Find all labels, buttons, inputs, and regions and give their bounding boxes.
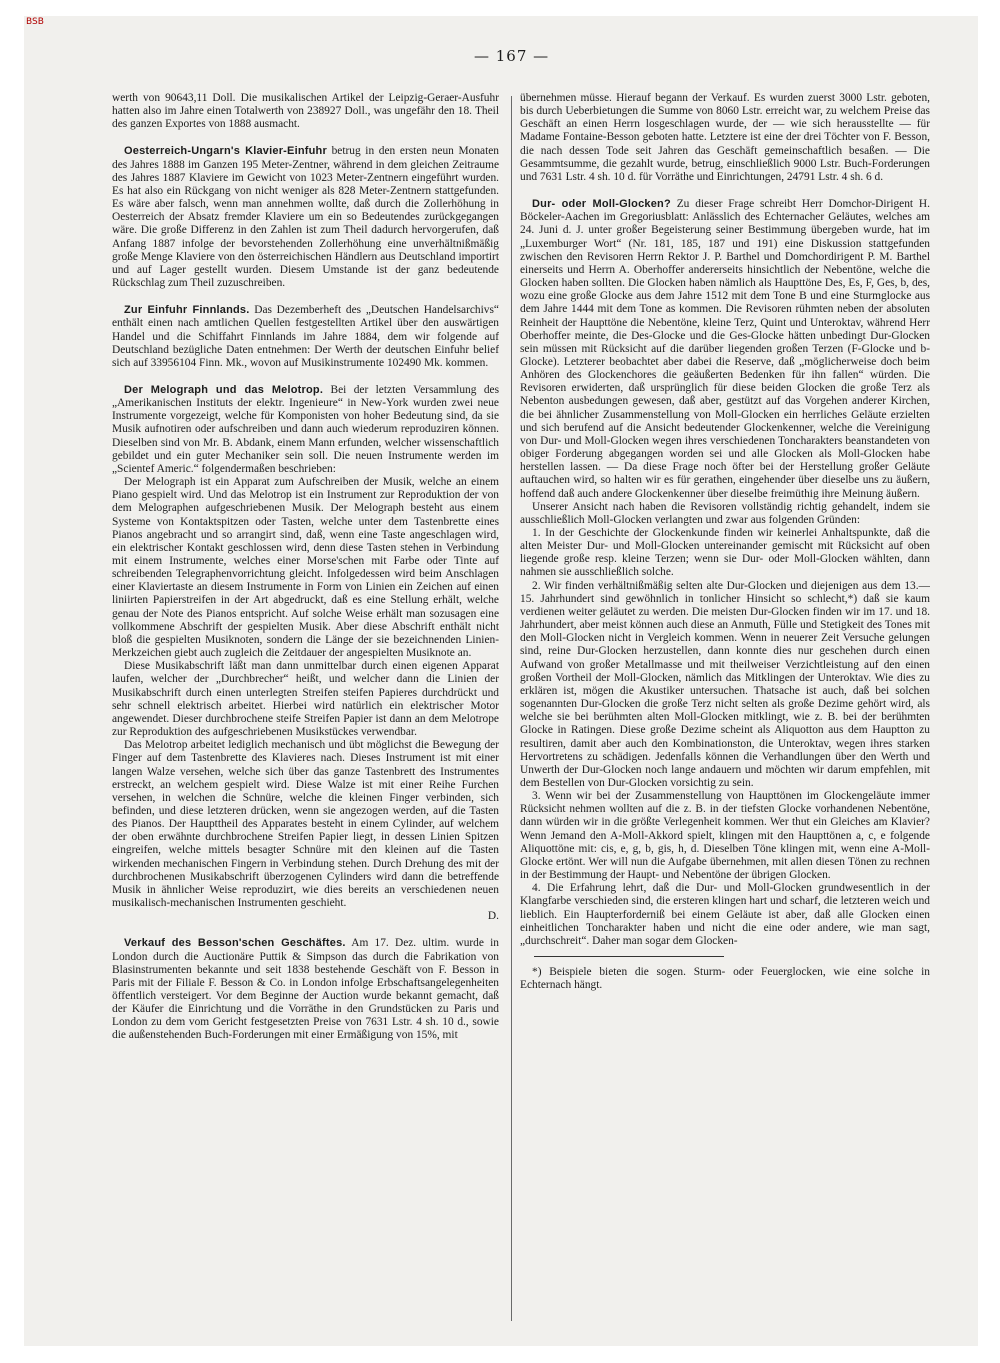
- article-melograph: [112, 384, 499, 476]
- author-signature: D.: [487, 910, 499, 923]
- paragraph: übernehmen müsse. Hierauf begann der Verkauf. Es wurden zuerst 3000 Lstr. geboten, bis durch Ueberbietungen die Summe von 8060 Lstr. erreicht war, zu welchem Preise das Geschäft an einen Herrn losgeschlagen wurde, der — wie sich herausstellte — für Madame Fontaine-Besson geboten hatte. Letztere ist eine der drei Töchter von F. Besson, die nach dessen Tode seit Jahren das Geschäft gemeinschaftlich besaßen. — Die Gesammtsumme, die gezahlt wurde, betrug, einschließlich 9000 Lstr. Buch-Forderungen und 7631 Lstr. 4 sh. 10 d. für Vorräthe und Einrichtungen, 24791 Lstr. 4 sh. 6 d.: [520, 92, 930, 183]
- library-watermark: BSB: [26, 17, 44, 27]
- column-divider: [511, 96, 512, 1321]
- scanned-page: [24, 16, 978, 1346]
- article-heading: Der Melograph und das Melotrop.: [124, 383, 324, 396]
- article-text: Zu dieser Frage schreibt Herr Domchor-Dirigent H. Böckeler-Aachen im Gregoriusblatt: Anlässlich des Echternacher Geläutes, welches am 24. Juni d. J. unter großer Begeisterung seiner Bestimmung übergeben wurde, hat im „Luxemburger Wort“ (Nr. 181, 185, 187 und 191) eine Diskussion stattgefunden zwischen den Revisoren Herrn Rektor J. P. Barthel und Domchordirigent P. M. Barthel einerseits und Herrn A. Oberhoffer andererseits hinsichtlich der Nebentöne, welche die Glocken haben sollten. Die Glocken haben nämlich als Haupttöne Des, Es, F, Ges, b, des, wozu eine große Glocke aus dem Jahre 1512 mit dem Tone B und eine Sturmglocke aus dem Jahre 1444 mit dem Tone as kommen. Die Revisoren rühmten neben der absoluten Reinheit der Haupttöne die Nebentöne, kleine Terz, Quint und Unteroktav, während Herr Oberhoffer meinte, die Des-Glocke und die Ges-Glocke hätten unbedingt Dur-Glocken sein müssen mit Rücksicht auf die darüber liegenden großen Terzen (F-Glocke und b-Glocke). Letzterer beobachtet aber dabei die Reserve, daß „möglicherweise doch beim Anhören des Glockenchores die geäußerten Bedenken für ihn fallen“ würden. Die Revisoren erwiderten, daß ursprünglich für diese beiden Glocken die große Terz als Nebenton ausbedungen gewesen, daß aber, gestützt auf das Vorgehen anderer Kirchen, die bei ähnlicher Zusammenstellung von Moll-Glocken ein herrliches Geläute erzielten und sich berufend auf die Ansicht bedeutender Glockenkenner, welche die Vereinigung von Dur- und Moll-Glocken wegen ihres verschiedenen Toncharakters beanstandeten von obiger Forderung abgegangen worden sei und alle Glocken als Moll-Glocken habe herstellen lassen. — Da diese Frage noch öfter bei der Herstellung großer Geläute auftauchen wird, so halten wir es für gerathen, eingehender über dieselbe uns zu äußern, hoffend daß auch andere Glockenkenner über dieselbe freimüthig ihre Meinung äußern.: [520, 198, 930, 500]
- article-text: betrug in den ersten neun Monaten des Jahres 1888 im Ganzen 195 Meter-Zentner, während in dem gleichen Zeitraume des Jahres 1887 Klaviere im Gewicht von 1023 Meter-Zentnern eingeführt wurden. Es hat also ein Rückgang von nicht weniger als 828 Meter-Zentnern stattgefunden. Es wäre aber falsch, wenn man annehmen wollte, daß durch die Zollerhöhung in Oesterreich der Absatz fremder Klaviere um ein so Bedeutendes zurückgegangen wäre. Die große Differenz in den Zahlen ist zum Theil dadurch hervorgerufen, daß Anfang 1887 infolge der bevorstehenden Zollerhöhung eine unverhältnißmäßig große Menge Klaviere von den österreichischen Händlern aus Deutschland importirt und auf Lager gestellt wurden. Diesem Umstande ist der ganz bedeutende Rückschlag zum Theil zuzuschreiben.: [112, 145, 499, 290]
- article-text: Das Dezemberheft des „Deutschen Handelsarchivs“ enthält einen nach amtlichen Quellen festgestellten Artikel über den auswärtigen Handel und die Schiffahrt Finnlands im Jahre 1884, dem wir folgende auf Deutschland bezügliche Daten entnehmen: Der Werth der deutschen Einfuhr belief sich auf 33956104 Finn. Mk., wovon auf Musikinstrumente 102490 Mk. kommen.: [112, 304, 499, 369]
- paragraph: Der Melograph ist ein Apparat zum Aufschreiben der Musik, welche an einem Piano gespielt wird. Und das Melotrop ist ein Instrument zur Reproduktion der von dem Melographen aufgeschriebenen Musik. Der Melograph besteht aus einem Systeme von Kontaktspitzen oder Tasten, welche unter dem Tastenbrette eines Pianos angebracht und so arrangirt sind, daß, wenn eine Taste angeschlagen wird, ein elektrischer Kontakt geschlossen wird, denn diese Tasten stehen in Verbindung mit einem Instrumente, welches einer Morse'schen mit Farbe oder Tinte auf schreibenden Telegraphenvorrichtung gleicht. Infolgedessen wird beim Anschlagen einer Klaviertaste an diesem Instrumente in Form von Linien ein Zeichen auf einen liniirten Papierstreifen in der Art abgedruckt, daß es eine Stellung erhält, welche genau der Note des Pianos entspricht. Auf solche Weise erhält man sozusagen eine vollkommene Abschrift der gespielten Musik. Aber diese Abschrift enthält nicht bloß die gespielten Musiknoten, sondern die Länge der sie bezeichnenden Linien-Merkzeichen giebt auch zugleich die Zeitdauer der angespielten Musiknote an.: [112, 476, 499, 660]
- footnote: *) Beispiele bieten die sogen. Sturm- oder Feuerglocken, wie eine solche in Echternach hängt.: [520, 966, 930, 992]
- page-number: — 167 —: [474, 47, 550, 65]
- list-item: 4. Die Erfahrung lehrt, daß die Dur- und Moll-Glocken grundwesentlich in der Klangfarbe verschieden sind, die ersteren klingen hart und scharf, die letzteren weich und lieblich. Ein Haupterforderniß bei einem Geläute ist aber, daß alle Glocken einen einheitlichen Toncharakter haben und nicht die eine oder andere, wie man sagt, „durchschreit“. Daher man sogar dem Glocken-: [520, 882, 930, 947]
- paragraph: Diese Musikabschrift läßt man dann unmittelbar durch einen eigenen Apparat laufen, welcher der „Durchbrecher“ heißt, und welcher dann die Linien der Musikabschrift durch einen unterlegten Streifen steifen Papieres durchdrückt und sehr schnell elektrisch arbeitet. Hierbei wird natürlich ein elektrischer Motor angewendet. Dieser durchbrochene steife Streifen Papier ist dann an dem Melotrope zur Reproduktion des aufgeschriebenen Musikstückes verwendbar.: [112, 660, 499, 739]
- article-heading: Verkauf des Besson'schen Geschäftes.: [124, 937, 346, 950]
- left-column: [112, 92, 499, 1322]
- article-text: Bei der letzten Versammlung des „Amerikanischen Instituts der elektr. Ingenieure“ in New-York wurden zwei neue Instrumente vorgezeigt, welche für Komponisten von hoher Bedeutung sind, da sie Musik aufnotiren oder aufschreiben und dann auch wiederum reproduziren können. Dieselben sind von Mr. B. Abdank, einem Mann erfunden, welcher wissenschaftlich gebildet und ein guter Mechaniker sein soll. Die neuen Instrumente werden im „Scientef Americ.“ folgendermaßen beschrieben:: [112, 383, 499, 475]
- paragraph: Unserer Ansicht nach haben die Revisoren vollständig richtig gehandelt, indem sie ausschließlich Moll-Glocken verlangten und zwar aus folgenden Gründen:: [520, 500, 930, 526]
- article-heading: Dur- oder Moll-Glocken?: [532, 198, 671, 211]
- article-dur-moll-glocken: [520, 198, 930, 501]
- paragraph: werth von 90643,11 Doll. Die musikalischen Artikel der Leipzig-Geraer-Ausfuhr hatten also im Jahre einen Totalwerth von 238927 Doll., was ungefähr den 18. Theil des ganzen Exportes von 1888 ausmacht.: [112, 92, 499, 131]
- list-item: 1. In der Geschichte der Glockenkunde finden wir keinerlei Anhaltspunkte, daß die alten Meister Dur- und Moll-Glocken untereinander gemischt mit Rücksicht auf oben liegende große resp. kleine Terzen; wenn sie Dur- oder Moll-Glocken wählten, dann nahmen sie ausschließlich solche.: [520, 527, 930, 579]
- article-klavier-einfuhr: [112, 145, 499, 290]
- article-text: Am 17. Dez. ultim. wurde in London durch die Auctionäre Puttik & Simpson das durch die Fabrikation von Blasinstrumenten bekannte und seit 1838 bestehende Geschäft von F. Besson in Paris mit der Filiale F. Besson & Co. in London infolge Erbschaftsangelegenheiten öffentlich versteigert. Vor dem Beginne der Auction wurde bekannt gemacht, daß der Käufer die Einrichtung und die Vorräthe in den Grundstücken zu Paris und London zu dem vom Gericht festgesetzten Preise von 7631 Lstr. 4 sh. 10 d., sowie die außenstehenden Buch-Forderungen mit einer Ermäßigung von 15%, mit: [112, 937, 499, 1042]
- right-column: [520, 92, 930, 1334]
- paragraph: Das Melotrop arbeitet lediglich mechanisch und übt möglichst die Bewegung der Finger auf dem Tastenbrette des Klavieres nach. Dieses Instrument ist mit einer langen Walze versehen, welche sich über das ganze Tastenbrett des Instrumentes erstreckt, an welchem gespielt wird. Diese Walze ist mit einer Reihe Furchen versehen, in welchen die Schnüre, welche die kleinen Finger verbinden, sich befinden, und diese letzteren drücken, wenn sie angezogen werden, auf die Tasten des Pianos. Der Haupttheil des Apparates besteht in einem Cylinder, auf welchem der oben erwähnte durchbrochene Streifen Papier liegt, in dessen Linien Spitzen eingreifen, welche mittels besagter Schnüre mit den kleinen auf die Tasten wirkenden mechanischen Fingern in Verbindung stehen. Durch Drehung des mit der durchbrochenen Musikabschrift überzogenen Cylinders wird dann die betreffende Musik in ähnlicher Weise reproduzirt, wie dies bereits an verschiedenen neuen musikalisch-mechanischen Instrumenten geschieht.: [112, 739, 499, 910]
- list-item: 2. Wir finden verhältnißmäßig selten alte Dur-Glocken und diejenigen aus dem 13.—15. Jahrhundert sind gewöhnlich in tonlicher Hinsicht so schlecht,*) daß sie kaum verdienen weiter geläutet zu werden. Die meisten Dur-Glocken finden wir im 17. und 18. Jahrhundert, aber meist können auch diese an Anmuth, Fülle und Stetigkeit des Tones mit den Moll-Glocken nicht in Vergleich kommen. Wenn in neuerer Zeit Versuche gelungen sind, reine Dur-Glocken herzustellen, dann konnte dies nur geschehen durch einen Aufwand von großer Metallmasse und mit theilweiser Verzichtleistung auf den einen großen Vortheil der Moll-Glocken, nämlich das Mitklingen der Unteroktav. Wie dies zu erklären ist, mögen die Akustiker untersuchen. Thatsache ist auch, daß bei solchen sogenannten Dur-Glocken die große Terz nicht selten als große Dezime gehört wird, als welche sie bei berühmten alten Moll-Glocken mitklingt, wie z. B. bei der berühmten Glocke in Ratingen. Diese große Dezime scheint als Aliquotton aus dem Hauptton zu resultiren, damit aber auch den Kombinationston, die Unteroktav, wegen ihres starken Hervortretens zu schädigen. Jedenfalls können die Verhandlungen über den Werth und Unwerth der Dur-Glocken noch lange andauern und möchten wir darum empfehlen, mit dem Bestellen von Dur-Glocken vorsichtig zu sein.: [520, 579, 930, 789]
- article-einfuhr-finnlands: [112, 304, 499, 370]
- footnote-rule: [534, 956, 724, 957]
- article-besson-verkauf: [112, 937, 499, 1042]
- article-heading: Oesterreich-Ungarn's Klavier-Einfuhr: [124, 145, 327, 158]
- article-heading: Zur Einfuhr Finnlands.: [124, 304, 250, 317]
- list-item: 3. Wenn wir bei der Zusammenstellung von Haupttönen im Glockengeläute immer Rücksicht nehmen wollten auf die z. B. in der tiefsten Glocke vorhandenen Nebentöne, dann würden wir in die größte Verlegenheit kommen. Wer thut ein Gleiches am Klavier? Wenn Jemand den A-Moll-Akkord spielt, klingen mit den Haupttönen a, c, e folgende Aliquottöne mit: cis, e, g, b, gis, h, d. Dieselben Töne klingen mit, wenn eine A-Moll-Glocke ertönt. Wer will nun die Aufgabe übernehmen, mit allen diesen Tönen zu rechnen in der Bestimmung der Haupt- und Nebentöne der übrigen Glocken.: [520, 790, 930, 882]
